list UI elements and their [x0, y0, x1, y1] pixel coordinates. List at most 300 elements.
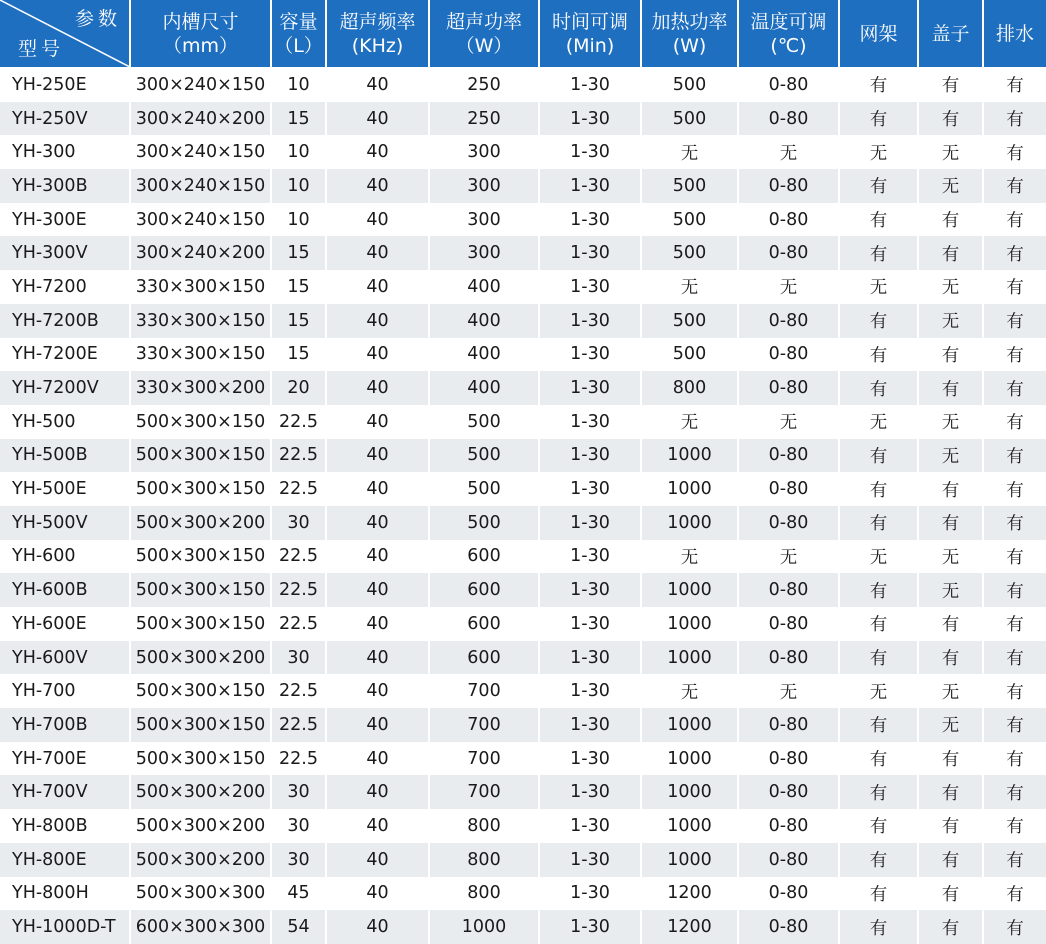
time-cell: 1-30 [539, 775, 641, 809]
temperature-cell: 0-80 [738, 338, 839, 372]
frequency-cell: 40 [326, 607, 429, 641]
lid-cell: 无 [918, 405, 983, 439]
ultrasonic-power-cell: 1000 [429, 910, 539, 944]
temperature-cell: 0-80 [738, 371, 839, 405]
frequency-cell: 40 [326, 775, 429, 809]
ultrasonic-power-cell: 400 [429, 304, 539, 338]
capacity-cell: 22.5 [271, 573, 326, 607]
basket-cell: 有 [839, 775, 918, 809]
time-cell: 1-30 [539, 573, 641, 607]
model-cell: YH-500 [0, 405, 130, 439]
model-cell: YH-600 [0, 540, 130, 574]
temperature-cell: 0-80 [738, 304, 839, 338]
temperature-cell: 0-80 [738, 439, 839, 473]
heating-power-cell: 1000 [641, 843, 738, 877]
inner-size-cell: 330×300×150 [130, 304, 271, 338]
drain-cell: 有 [983, 203, 1046, 237]
inner-size-cell: 330×300×200 [130, 371, 271, 405]
capacity-cell: 15 [271, 236, 326, 270]
capacity-cell: 10 [271, 68, 326, 102]
drain-cell: 有 [983, 68, 1046, 102]
frequency-cell: 40 [326, 169, 429, 203]
basket-cell: 有 [839, 607, 918, 641]
lid-cell: 有 [918, 338, 983, 372]
temperature-cell: 0-80 [738, 236, 839, 270]
capacity-cell: 22.5 [271, 405, 326, 439]
header-ultrasonic-power: 超声功率 （W） [429, 0, 539, 68]
temperature-cell: 0-80 [738, 742, 839, 776]
time-cell: 1-30 [539, 472, 641, 506]
frequency-cell: 40 [326, 371, 429, 405]
ultrasonic-power-cell: 300 [429, 135, 539, 169]
heating-power-cell: 1000 [641, 742, 738, 776]
model-cell: YH-1000D-T [0, 910, 130, 944]
basket-cell: 有 [839, 338, 918, 372]
heating-power-cell: 无 [641, 405, 738, 439]
basket-cell: 有 [839, 472, 918, 506]
lid-cell: 有 [918, 506, 983, 540]
frequency-cell: 40 [326, 439, 429, 473]
corner-params-label: 参数 [74, 8, 121, 30]
frequency-cell: 40 [326, 203, 429, 237]
capacity-cell: 22.5 [271, 708, 326, 742]
table-row [0, 270, 1046, 304]
time-cell: 1-30 [539, 102, 641, 136]
corner-header [0, 0, 130, 68]
ultrasonic-power-cell: 600 [429, 641, 539, 675]
heating-power-cell: 800 [641, 371, 738, 405]
inner-size-cell: 300×240×200 [130, 236, 271, 270]
lid-cell: 有 [918, 641, 983, 675]
ultrasonic-power-cell: 300 [429, 169, 539, 203]
table-row [0, 102, 1046, 136]
model-cell: YH-300E [0, 203, 130, 237]
drain-cell: 有 [983, 573, 1046, 607]
lid-cell: 无 [918, 573, 983, 607]
model-cell: YH-700V [0, 775, 130, 809]
ultrasonic-power-cell: 400 [429, 270, 539, 304]
ultrasonic-power-cell: 800 [429, 877, 539, 911]
model-cell: YH-300 [0, 135, 130, 169]
lid-cell: 有 [918, 742, 983, 776]
time-cell: 1-30 [539, 506, 641, 540]
lid-cell: 有 [918, 203, 983, 237]
frequency-cell: 40 [326, 338, 429, 372]
table-row [0, 877, 1046, 911]
basket-cell: 有 [839, 742, 918, 776]
temperature-cell: 0-80 [738, 68, 839, 102]
ultrasonic-power-cell: 600 [429, 573, 539, 607]
frequency-cell: 40 [326, 809, 429, 843]
drain-cell: 有 [983, 809, 1046, 843]
lid-cell: 有 [918, 236, 983, 270]
capacity-cell: 20 [271, 371, 326, 405]
basket-cell: 有 [839, 877, 918, 911]
temperature-cell: 0-80 [738, 506, 839, 540]
frequency-cell: 40 [326, 540, 429, 574]
table-row [0, 809, 1046, 843]
drain-cell: 有 [983, 472, 1046, 506]
frequency-cell: 40 [326, 405, 429, 439]
table-row [0, 439, 1046, 473]
basket-cell: 有 [839, 304, 918, 338]
lid-cell: 无 [918, 674, 983, 708]
drain-cell: 有 [983, 775, 1046, 809]
temperature-cell: 无 [738, 674, 839, 708]
frequency-cell: 40 [326, 102, 429, 136]
heating-power-cell: 1000 [641, 506, 738, 540]
temperature-cell: 0-80 [738, 203, 839, 237]
heating-power-cell: 无 [641, 270, 738, 304]
inner-size-cell: 500×300×200 [130, 641, 271, 675]
model-cell: YH-800E [0, 843, 130, 877]
temperature-cell: 无 [738, 135, 839, 169]
temperature-cell: 0-80 [738, 708, 839, 742]
time-cell: 1-30 [539, 68, 641, 102]
model-cell: YH-500B [0, 439, 130, 473]
ultrasonic-power-cell: 500 [429, 405, 539, 439]
frequency-cell: 40 [326, 236, 429, 270]
inner-size-cell: 300×240×200 [130, 102, 271, 136]
time-cell: 1-30 [539, 742, 641, 776]
inner-size-cell: 300×240×150 [130, 68, 271, 102]
basket-cell: 有 [839, 506, 918, 540]
drain-cell: 有 [983, 371, 1046, 405]
model-cell: YH-300B [0, 169, 130, 203]
drain-cell: 有 [983, 270, 1046, 304]
heating-power-cell: 500 [641, 68, 738, 102]
capacity-cell: 54 [271, 910, 326, 944]
capacity-cell: 10 [271, 169, 326, 203]
frequency-cell: 40 [326, 135, 429, 169]
heating-power-cell: 500 [641, 236, 738, 270]
table-row [0, 607, 1046, 641]
time-cell: 1-30 [539, 708, 641, 742]
frequency-cell: 40 [326, 877, 429, 911]
inner-size-cell: 500×300×150 [130, 674, 271, 708]
model-cell: YH-800H [0, 877, 130, 911]
time-cell: 1-30 [539, 809, 641, 843]
table-row [0, 775, 1046, 809]
frequency-cell: 40 [326, 910, 429, 944]
frequency-cell: 40 [326, 573, 429, 607]
inner-size-cell: 500×300×200 [130, 843, 271, 877]
basket-cell: 有 [839, 439, 918, 473]
header-capacity: 容量 （L） [271, 0, 326, 68]
drain-cell: 有 [983, 910, 1046, 944]
time-cell: 1-30 [539, 270, 641, 304]
inner-size-cell: 500×300×200 [130, 775, 271, 809]
model-cell: YH-7200V [0, 371, 130, 405]
model-cell: YH-250V [0, 102, 130, 136]
lid-cell: 有 [918, 775, 983, 809]
table-row [0, 674, 1046, 708]
time-cell: 1-30 [539, 169, 641, 203]
capacity-cell: 15 [271, 338, 326, 372]
lid-cell: 有 [918, 607, 983, 641]
capacity-cell: 10 [271, 135, 326, 169]
temperature-cell: 无 [738, 540, 839, 574]
capacity-cell: 22.5 [271, 742, 326, 776]
time-cell: 1-30 [539, 405, 641, 439]
table-row [0, 236, 1046, 270]
inner-size-cell: 500×300×150 [130, 742, 271, 776]
basket-cell: 有 [839, 809, 918, 843]
table-row [0, 472, 1046, 506]
ultrasonic-power-cell: 800 [429, 809, 539, 843]
inner-size-cell: 500×300×200 [130, 506, 271, 540]
capacity-cell: 30 [271, 775, 326, 809]
table-row [0, 304, 1046, 338]
time-cell: 1-30 [539, 910, 641, 944]
heating-power-cell: 500 [641, 203, 738, 237]
inner-size-cell: 500×300×300 [130, 877, 271, 911]
lid-cell: 有 [918, 472, 983, 506]
model-cell: YH-500V [0, 506, 130, 540]
drain-cell: 有 [983, 135, 1046, 169]
capacity-cell: 30 [271, 843, 326, 877]
table-row [0, 68, 1046, 102]
ultrasonic-power-cell: 700 [429, 674, 539, 708]
temperature-cell: 0-80 [738, 573, 839, 607]
temperature-cell: 0-80 [738, 472, 839, 506]
lid-cell: 无 [918, 304, 983, 338]
drain-cell: 有 [983, 674, 1046, 708]
lid-cell: 无 [918, 169, 983, 203]
table-row [0, 742, 1046, 776]
ultrasonic-power-cell: 400 [429, 338, 539, 372]
heating-power-cell: 1000 [641, 641, 738, 675]
ultrasonic-power-cell: 600 [429, 540, 539, 574]
heating-power-cell: 1000 [641, 809, 738, 843]
header-lid: 盖子 [918, 0, 983, 68]
capacity-cell: 45 [271, 877, 326, 911]
time-cell: 1-30 [539, 371, 641, 405]
temperature-cell: 0-80 [738, 641, 839, 675]
inner-size-cell: 500×300×150 [130, 405, 271, 439]
table-row [0, 135, 1046, 169]
temperature-cell: 0-80 [738, 607, 839, 641]
table-row [0, 573, 1046, 607]
basket-cell: 有 [839, 169, 918, 203]
header-temperature-adjustable: 温度可调 (℃) [738, 0, 839, 68]
lid-cell: 无 [918, 135, 983, 169]
lid-cell: 有 [918, 371, 983, 405]
heating-power-cell: 无 [641, 135, 738, 169]
temperature-cell: 0-80 [738, 169, 839, 203]
inner-size-cell: 300×240×150 [130, 169, 271, 203]
table-row [0, 203, 1046, 237]
table-row [0, 540, 1046, 574]
inner-size-cell: 500×300×150 [130, 573, 271, 607]
header-row [0, 0, 1046, 68]
basket-cell: 无 [839, 405, 918, 439]
heating-power-cell: 无 [641, 540, 738, 574]
table-row [0, 338, 1046, 372]
time-cell: 1-30 [539, 877, 641, 911]
basket-cell: 有 [839, 910, 918, 944]
lid-cell: 无 [918, 270, 983, 304]
heating-power-cell: 500 [641, 102, 738, 136]
ultrasonic-power-cell: 300 [429, 203, 539, 237]
basket-cell: 有 [839, 843, 918, 877]
ultrasonic-power-cell: 500 [429, 472, 539, 506]
basket-cell: 无 [839, 270, 918, 304]
inner-size-cell: 330×300×150 [130, 338, 271, 372]
model-cell: YH-300V [0, 236, 130, 270]
frequency-cell: 40 [326, 674, 429, 708]
time-cell: 1-30 [539, 439, 641, 473]
drain-cell: 有 [983, 439, 1046, 473]
temperature-cell: 0-80 [738, 102, 839, 136]
capacity-cell: 15 [271, 102, 326, 136]
heating-power-cell: 500 [641, 304, 738, 338]
capacity-cell: 22.5 [271, 540, 326, 574]
ultrasonic-power-cell: 600 [429, 607, 539, 641]
drain-cell: 有 [983, 877, 1046, 911]
basket-cell: 无 [839, 674, 918, 708]
drain-cell: 有 [983, 236, 1046, 270]
table-body [0, 68, 1046, 944]
capacity-cell: 15 [271, 270, 326, 304]
lid-cell: 有 [918, 843, 983, 877]
heating-power-cell: 1000 [641, 775, 738, 809]
heating-power-cell: 1000 [641, 573, 738, 607]
basket-cell: 无 [839, 135, 918, 169]
lid-cell: 有 [918, 910, 983, 944]
frequency-cell: 40 [326, 641, 429, 675]
heating-power-cell: 500 [641, 169, 738, 203]
lid-cell: 有 [918, 68, 983, 102]
frequency-cell: 40 [326, 506, 429, 540]
corner-model-label: 型号 [18, 38, 65, 60]
drain-cell: 有 [983, 102, 1046, 136]
time-cell: 1-30 [539, 641, 641, 675]
frequency-cell: 40 [326, 270, 429, 304]
basket-cell: 无 [839, 540, 918, 574]
ultrasonic-power-cell: 400 [429, 371, 539, 405]
drain-cell: 有 [983, 843, 1046, 877]
table-row [0, 405, 1046, 439]
heating-power-cell: 1000 [641, 708, 738, 742]
time-cell: 1-30 [539, 135, 641, 169]
inner-size-cell: 500×300×150 [130, 708, 271, 742]
time-cell: 1-30 [539, 304, 641, 338]
basket-cell: 有 [839, 371, 918, 405]
inner-size-cell: 500×300×150 [130, 540, 271, 574]
header-inner-size: 内槽尺寸 （mm） [130, 0, 271, 68]
lid-cell: 无 [918, 439, 983, 473]
drain-cell: 有 [983, 169, 1046, 203]
heating-power-cell: 500 [641, 338, 738, 372]
header-ultrasonic-frequency: 超声频率 (KHz) [326, 0, 429, 68]
ultrasonic-power-cell: 500 [429, 439, 539, 473]
drain-cell: 有 [983, 506, 1046, 540]
time-cell: 1-30 [539, 674, 641, 708]
model-cell: YH-700E [0, 742, 130, 776]
header-basket: 网架 [839, 0, 918, 68]
inner-size-cell: 500×300×150 [130, 472, 271, 506]
lid-cell: 有 [918, 102, 983, 136]
capacity-cell: 30 [271, 809, 326, 843]
time-cell: 1-30 [539, 236, 641, 270]
time-cell: 1-30 [539, 338, 641, 372]
drain-cell: 有 [983, 405, 1046, 439]
drain-cell: 有 [983, 742, 1046, 776]
inner-size-cell: 500×300×150 [130, 439, 271, 473]
model-cell: YH-7200E [0, 338, 130, 372]
table-row [0, 641, 1046, 675]
table-row [0, 371, 1046, 405]
inner-size-cell: 330×300×150 [130, 270, 271, 304]
model-cell: YH-7200 [0, 270, 130, 304]
model-cell: YH-600V [0, 641, 130, 675]
capacity-cell: 15 [271, 304, 326, 338]
model-cell: YH-7200B [0, 304, 130, 338]
basket-cell: 有 [839, 573, 918, 607]
temperature-cell: 0-80 [738, 775, 839, 809]
time-cell: 1-30 [539, 540, 641, 574]
drain-cell: 有 [983, 540, 1046, 574]
drain-cell: 有 [983, 338, 1046, 372]
ultrasonic-power-cell: 700 [429, 708, 539, 742]
inner-size-cell: 500×300×200 [130, 809, 271, 843]
frequency-cell: 40 [326, 708, 429, 742]
capacity-cell: 22.5 [271, 439, 326, 473]
inner-size-cell: 300×240×150 [130, 203, 271, 237]
time-cell: 1-30 [539, 607, 641, 641]
model-cell: YH-600B [0, 573, 130, 607]
frequency-cell: 40 [326, 304, 429, 338]
temperature-cell: 无 [738, 405, 839, 439]
header-time-adjustable: 时间可调 (Min) [539, 0, 641, 68]
model-cell: YH-250E [0, 68, 130, 102]
drain-cell: 有 [983, 304, 1046, 338]
temperature-cell: 0-80 [738, 877, 839, 911]
heating-power-cell: 无 [641, 674, 738, 708]
ultrasonic-power-cell: 500 [429, 506, 539, 540]
lid-cell: 无 [918, 708, 983, 742]
inner-size-cell: 600×300×300 [130, 910, 271, 944]
ultrasonic-power-cell: 250 [429, 68, 539, 102]
frequency-cell: 40 [326, 843, 429, 877]
ultrasonic-power-cell: 700 [429, 775, 539, 809]
ultrasonic-power-cell: 800 [429, 843, 539, 877]
table-row [0, 169, 1046, 203]
header-drain: 排水 [983, 0, 1046, 68]
capacity-cell: 30 [271, 641, 326, 675]
inner-size-cell: 500×300×150 [130, 607, 271, 641]
model-cell: YH-600E [0, 607, 130, 641]
drain-cell: 有 [983, 641, 1046, 675]
model-cell: YH-500E [0, 472, 130, 506]
table-row [0, 708, 1046, 742]
drain-cell: 有 [983, 607, 1046, 641]
capacity-cell: 30 [271, 506, 326, 540]
heating-power-cell: 1200 [641, 877, 738, 911]
heating-power-cell: 1000 [641, 439, 738, 473]
heating-power-cell: 1200 [641, 910, 738, 944]
header-heating-power: 加热功率 (W) [641, 0, 738, 68]
capacity-cell: 22.5 [271, 472, 326, 506]
temperature-cell: 无 [738, 270, 839, 304]
table-row [0, 843, 1046, 877]
time-cell: 1-30 [539, 203, 641, 237]
lid-cell: 无 [918, 540, 983, 574]
model-cell: YH-700 [0, 674, 130, 708]
frequency-cell: 40 [326, 472, 429, 506]
lid-cell: 有 [918, 809, 983, 843]
